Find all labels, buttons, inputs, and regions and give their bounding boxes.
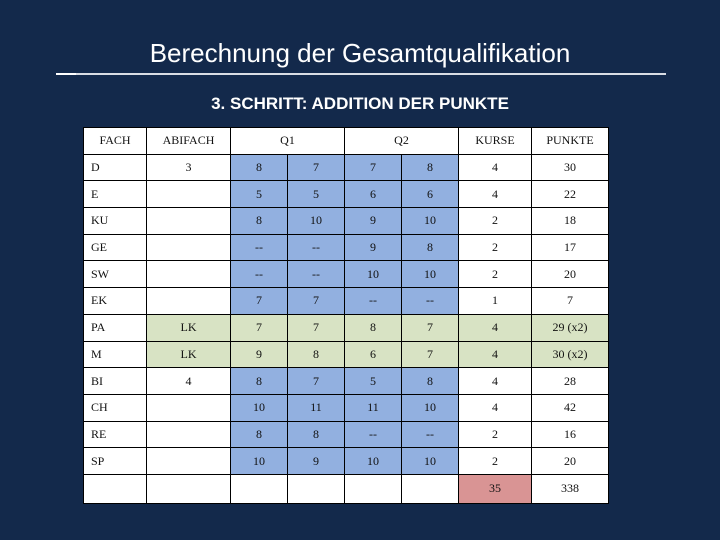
cell-q1-1: 8 — [231, 421, 288, 448]
cell-q1-2: 7 — [288, 314, 345, 341]
table-row — [84, 368, 609, 395]
cell-q1-2: -- — [288, 234, 345, 261]
cell-q2-2: 7 — [402, 341, 459, 368]
table-row — [84, 234, 609, 261]
cell-q2-1: 8 — [345, 314, 402, 341]
total-kurse: 35 — [459, 474, 532, 503]
table-row — [84, 208, 609, 235]
table-row — [84, 154, 609, 181]
cell-q1-1: 7 — [231, 314, 288, 341]
cell-q1-2: 7 — [288, 288, 345, 315]
cell-abifach — [147, 421, 231, 448]
cell-q2-2: 10 — [402, 394, 459, 421]
header-abifach: ABIFACH — [147, 128, 231, 155]
cell-fach: GE — [84, 234, 147, 261]
cell-q2-1: 9 — [345, 208, 402, 235]
cell-q1-2: 7 — [288, 368, 345, 395]
cell-punkte: 30 — [532, 154, 609, 181]
table-row — [84, 261, 609, 288]
cell-abifach: LK — [147, 341, 231, 368]
cell-fach: PA — [84, 314, 147, 341]
cell-fach: M — [84, 341, 147, 368]
cell-q1-2: 7 — [288, 154, 345, 181]
totals-empty-cell — [288, 474, 345, 503]
cell-punkte: 7 — [532, 288, 609, 315]
cell-q1-2: 8 — [288, 421, 345, 448]
cell-q1-1: 10 — [231, 394, 288, 421]
cell-kurse: 2 — [459, 261, 532, 288]
cell-kurse: 2 — [459, 421, 532, 448]
points-table — [83, 127, 609, 504]
cell-q1-1: -- — [231, 261, 288, 288]
cell-kurse: 4 — [459, 394, 532, 421]
cell-kurse: 4 — [459, 314, 532, 341]
table-row — [84, 448, 609, 475]
cell-q2-1: -- — [345, 421, 402, 448]
cell-punkte: 28 — [532, 368, 609, 395]
cell-kurse: 4 — [459, 154, 532, 181]
cell-kurse: 2 — [459, 208, 532, 235]
totals-empty-cell — [345, 474, 402, 503]
cell-abifach — [147, 261, 231, 288]
cell-kurse: 4 — [459, 341, 532, 368]
total-punkte: 338 — [532, 474, 609, 503]
table-row — [84, 341, 609, 368]
cell-punkte: 42 — [532, 394, 609, 421]
cell-fach: RE — [84, 421, 147, 448]
cell-q1-1: -- — [231, 234, 288, 261]
table-row — [84, 394, 609, 421]
cell-fach: SW — [84, 261, 147, 288]
cell-q2-2: -- — [402, 421, 459, 448]
header-kurse: KURSE — [459, 128, 532, 155]
cell-abifach — [147, 234, 231, 261]
cell-q1-1: 9 — [231, 341, 288, 368]
cell-q1-1: 5 — [231, 181, 288, 208]
header-punkte: PUNKTE — [532, 128, 609, 155]
cell-q1-1: 8 — [231, 154, 288, 181]
cell-q2-2: 8 — [402, 234, 459, 261]
cell-abifach: 3 — [147, 154, 231, 181]
cell-q1-2: -- — [288, 261, 345, 288]
cell-q1-2: 5 — [288, 181, 345, 208]
cell-punkte: 17 — [532, 234, 609, 261]
cell-q1-2: 9 — [288, 448, 345, 475]
cell-fach: CH — [84, 394, 147, 421]
cell-abifach — [147, 288, 231, 315]
cell-q2-1: 6 — [345, 341, 402, 368]
cell-punkte: 29 (x2) — [532, 314, 609, 341]
table-row — [84, 421, 609, 448]
cell-q1-2: 10 — [288, 208, 345, 235]
cell-q1-2: 8 — [288, 341, 345, 368]
cell-q2-2: 10 — [402, 261, 459, 288]
cell-punkte: 30 (x2) — [532, 341, 609, 368]
totals-row — [84, 474, 609, 503]
cell-q1-1: 10 — [231, 448, 288, 475]
cell-fach: EK — [84, 288, 147, 315]
table-row — [84, 181, 609, 208]
cell-punkte: 16 — [532, 421, 609, 448]
cell-q2-1: 9 — [345, 234, 402, 261]
cell-abifach: LK — [147, 314, 231, 341]
cell-kurse: 1 — [459, 288, 532, 315]
table-row — [84, 314, 609, 341]
cell-kurse: 2 — [459, 234, 532, 261]
cell-kurse: 2 — [459, 448, 532, 475]
cell-fach: BI — [84, 368, 147, 395]
cell-abifach: 4 — [147, 368, 231, 395]
cell-q2-2: 8 — [402, 154, 459, 181]
cell-abifach — [147, 448, 231, 475]
header-fach: FACH — [84, 128, 147, 155]
cell-q2-1: 7 — [345, 154, 402, 181]
cell-abifach — [147, 181, 231, 208]
cell-abifach — [147, 208, 231, 235]
header-q2: Q2 — [345, 128, 459, 155]
cell-punkte: 20 — [532, 261, 609, 288]
cell-fach: E — [84, 181, 147, 208]
cell-q2-2: -- — [402, 288, 459, 315]
cell-abifach — [147, 394, 231, 421]
cell-punkte: 18 — [532, 208, 609, 235]
cell-q1-2: 11 — [288, 394, 345, 421]
cell-q2-1: 10 — [345, 448, 402, 475]
cell-q2-2: 10 — [402, 448, 459, 475]
cell-q2-2: 7 — [402, 314, 459, 341]
cell-q2-1: 5 — [345, 368, 402, 395]
totals-empty-cell — [402, 474, 459, 503]
totals-empty-cell — [147, 474, 231, 503]
cell-q2-1: 10 — [345, 261, 402, 288]
cell-q2-1: 11 — [345, 394, 402, 421]
header-q1: Q1 — [231, 128, 345, 155]
cell-q2-2: 10 — [402, 208, 459, 235]
cell-punkte: 20 — [532, 448, 609, 475]
table-row — [84, 288, 609, 315]
cell-q1-1: 8 — [231, 368, 288, 395]
totals-empty-cell — [231, 474, 288, 503]
slide-subtitle: 3. SCHRITT: ADDITION DER PUNKTE — [211, 94, 509, 113]
cell-kurse: 4 — [459, 368, 532, 395]
cell-fach: SP — [84, 448, 147, 475]
cell-q2-2: 8 — [402, 368, 459, 395]
cell-fach: D — [84, 154, 147, 181]
table-header-row — [84, 128, 609, 155]
title-underline — [56, 73, 666, 75]
cell-fach: KU — [84, 208, 147, 235]
cell-q2-2: 6 — [402, 181, 459, 208]
cell-q1-1: 7 — [231, 288, 288, 315]
slide-title: Berechnung der Gesamtqualifikation — [149, 38, 571, 68]
cell-kurse: 4 — [459, 181, 532, 208]
cell-punkte: 22 — [532, 181, 609, 208]
cell-q1-1: 8 — [231, 208, 288, 235]
totals-empty-cell — [84, 474, 147, 503]
cell-q2-1: -- — [345, 288, 402, 315]
cell-q2-1: 6 — [345, 181, 402, 208]
title-underline-accent — [56, 73, 76, 75]
